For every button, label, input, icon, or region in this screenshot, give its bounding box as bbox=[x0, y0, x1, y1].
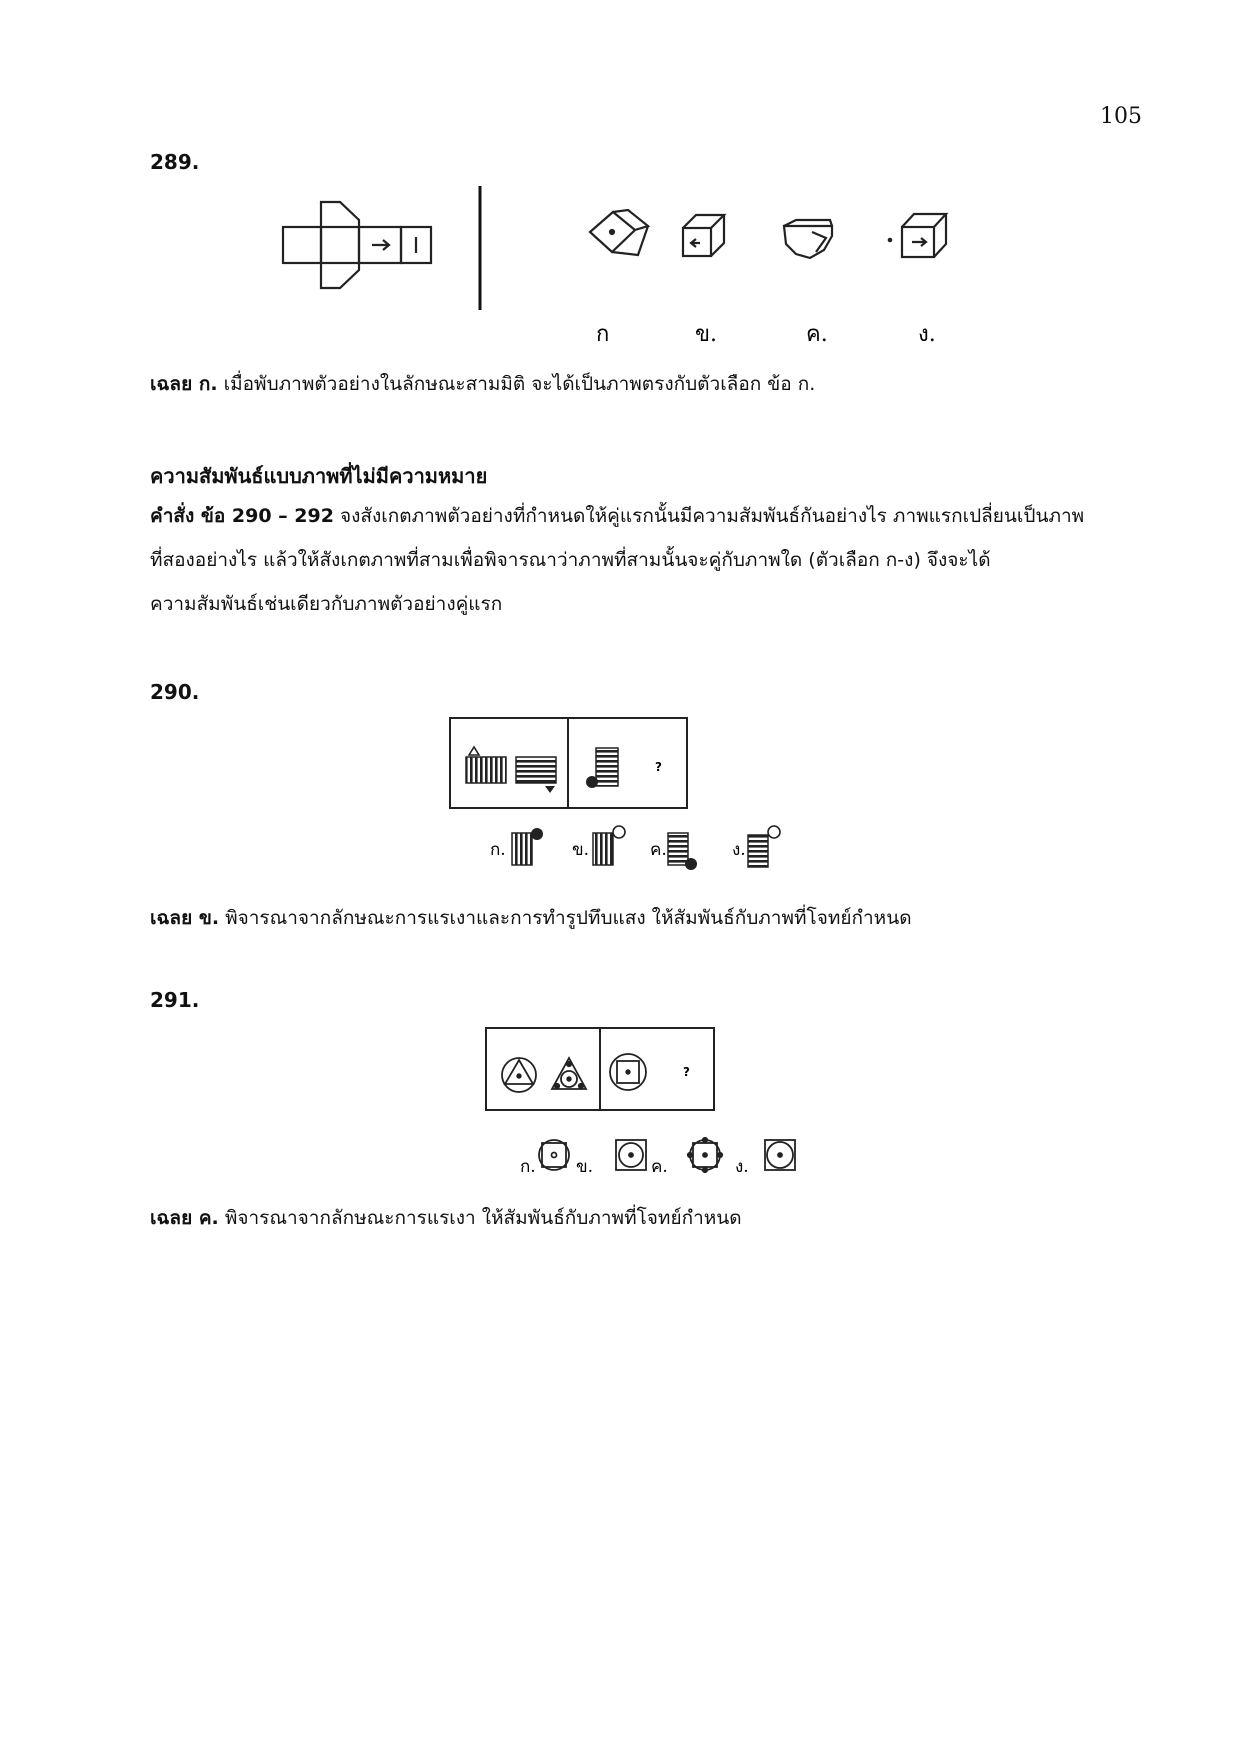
q291-choice-label-a: ก. bbox=[520, 1157, 536, 1177]
q289-choice-label-c: ค. bbox=[806, 322, 828, 347]
q291-answer bbox=[150, 1198, 742, 1238]
question-number-289: 289. bbox=[150, 150, 200, 174]
page-number: 105 bbox=[1100, 104, 1142, 129]
q289-answer-text: เมื่อพับภาพตัวอย่างในลักษณะสามมิติ จะได้เป็นภาพตรงกับตัวเลือก ข้อ ก. bbox=[223, 373, 816, 395]
q291-answer-label: เฉลย ค. bbox=[150, 1207, 219, 1229]
q290-answer-label: เฉลย ข. bbox=[150, 907, 220, 929]
instruction-line-3: ความสัมพันธ์เช่นเดียวกับภาพตัวอย่างคู่แรก bbox=[150, 593, 503, 615]
q289-choice-label-b: ข. bbox=[695, 322, 718, 347]
question-number-290: 290. bbox=[150, 680, 200, 704]
instruction-text-1: จงสังเกตภาพตัวอย่างที่กำหนดให้คู่แรกนั้นมีความสัมพันธ์กันอย่างไร ภาพแรกเปลี่ยนเป็นภาพ bbox=[339, 505, 1085, 527]
q291-choice-label-d: ง. bbox=[735, 1157, 749, 1177]
q291-option-b bbox=[616, 1140, 646, 1170]
q290-answer-text: พิจารณาจากลักษณะการแรเงาและการทำรูปทึบแสง ให้สัมพันธ์กับภาพที่โจทย์กำหนด bbox=[225, 907, 912, 929]
question-number-291: 291. bbox=[150, 988, 200, 1012]
q291-choice-label-b: ข. bbox=[576, 1157, 594, 1177]
q291-option-c bbox=[688, 1138, 722, 1172]
instruction-line-2: ที่สองอย่างไร แล้วให้สังเกตภาพที่สามเพื่อพิจารณาว่าภาพที่สามนั้นจะคู่กับภาพใด (ตัวเลือก ก-ง) จึงจะได้ bbox=[150, 549, 991, 571]
q290-choice-label-c: ค. bbox=[650, 840, 667, 860]
q289-answer-label: เฉลย ก. bbox=[150, 373, 218, 395]
q289-choice-label-d: ง. bbox=[918, 322, 936, 347]
q289-choice-label-a: ก bbox=[596, 322, 610, 347]
q290-choice-label-d: ง. bbox=[732, 840, 746, 860]
q291-example-2 bbox=[552, 1058, 586, 1089]
q291-choice-label-c: ค. bbox=[651, 1157, 668, 1177]
section-heading: ความสัมพันธ์แบบภาพที่ไม่มีความหมาย bbox=[150, 464, 488, 488]
q291-option-a bbox=[539, 1140, 569, 1170]
q291-answer-text: พิจารณาจากลักษณะการแรเงา ให้สัมพันธ์กับภาพที่โจทย์กำหนด bbox=[224, 1207, 742, 1229]
q290-choice-label-a: ก. bbox=[490, 840, 506, 860]
q290-choice-label-b: ข. bbox=[572, 840, 590, 860]
q291-example-1 bbox=[502, 1058, 536, 1092]
q291-option-d bbox=[765, 1140, 795, 1170]
q291-question-mark: ? bbox=[683, 1065, 690, 1079]
q291-example-3 bbox=[610, 1054, 646, 1090]
instruction-label: คำสั่ง ข้อ 290 – 292 bbox=[150, 505, 334, 527]
q290-question-mark: ? bbox=[655, 760, 662, 774]
